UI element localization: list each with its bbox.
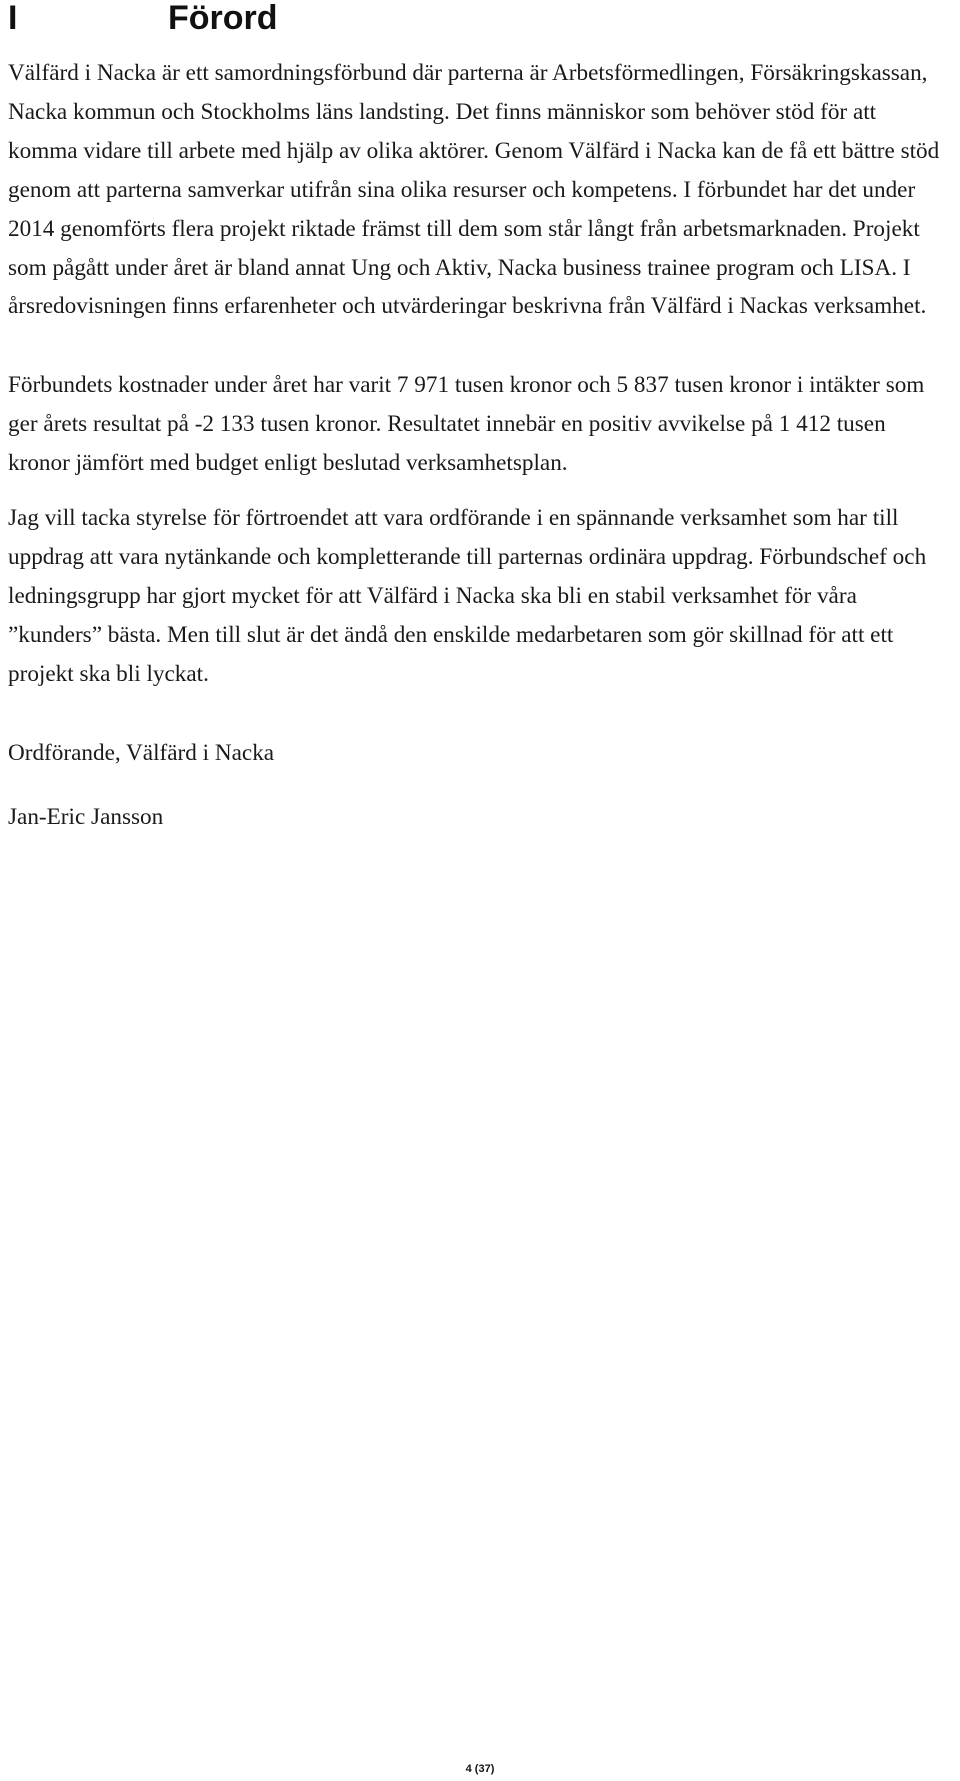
paragraph-intro: Välfärd i Nacka är ett samordningsförbund där parterna är Arbetsförmedlingen, Försäkringskassan, Nacka kommun och Stockholms läns landsting. Det finns människor som behöver stöd för att komma vidare till arbete med hjälp av olika aktörer. Genom Välfärd i Nacka kan de få ett bättre stöd genom att parterna samverkar utifrån sina olika resurser och kompetens. I förbundet har det under 2014 genomförts flera projekt riktade främst till dem som står långt från arbetsmarknaden. Projekt som pågått under året är bland annat Ung och Aktiv, Nacka business trainee program och LISA. I årsredovisningen finns erfarenheter och utvärderingar beskrivna från Välfärd i Nackas verksamhet. bbox=[8, 60, 940, 320]
paragraph-finances: Förbundets kostnader under året har varit 7 971 tusen kronor och 5 837 tusen kronor i intäkter som ger årets resultat på -2 133 tusen kronor. Resultatet innebär en positiv avvikelse på 1 412 tusen kronor jämfört med budget enligt beslutad verksamhetsplan. bbox=[8, 372, 925, 477]
page-number: 4 (37) bbox=[465, 1763, 495, 1775]
signature-name: Jan-Eric Jansson bbox=[8, 803, 164, 830]
signature-role: Ordförande, Välfärd i Nacka bbox=[8, 739, 275, 766]
section-title: Förord bbox=[168, 0, 278, 37]
body-text bbox=[8, 54, 943, 836]
section-heading bbox=[8, 0, 278, 36]
paragraph-thanks: Jag vill tacka styrelse för förtroendet att vara ordförande i en spännande verksamhet som har till uppdrag att vara nytänkande och kompletterande till parternas ordinära uppdrag. Förbundschef och ledningsgrupp har gjort mycket för att Välfärd i Nacka ska bli en stabil verksamhet för våra ”kunders” bästa. Men till slut är det ändå den enskilde medarbetaren som gör skillnad för att ett projekt ska bli lyckat. bbox=[8, 505, 927, 687]
section-number: I bbox=[8, 0, 18, 37]
